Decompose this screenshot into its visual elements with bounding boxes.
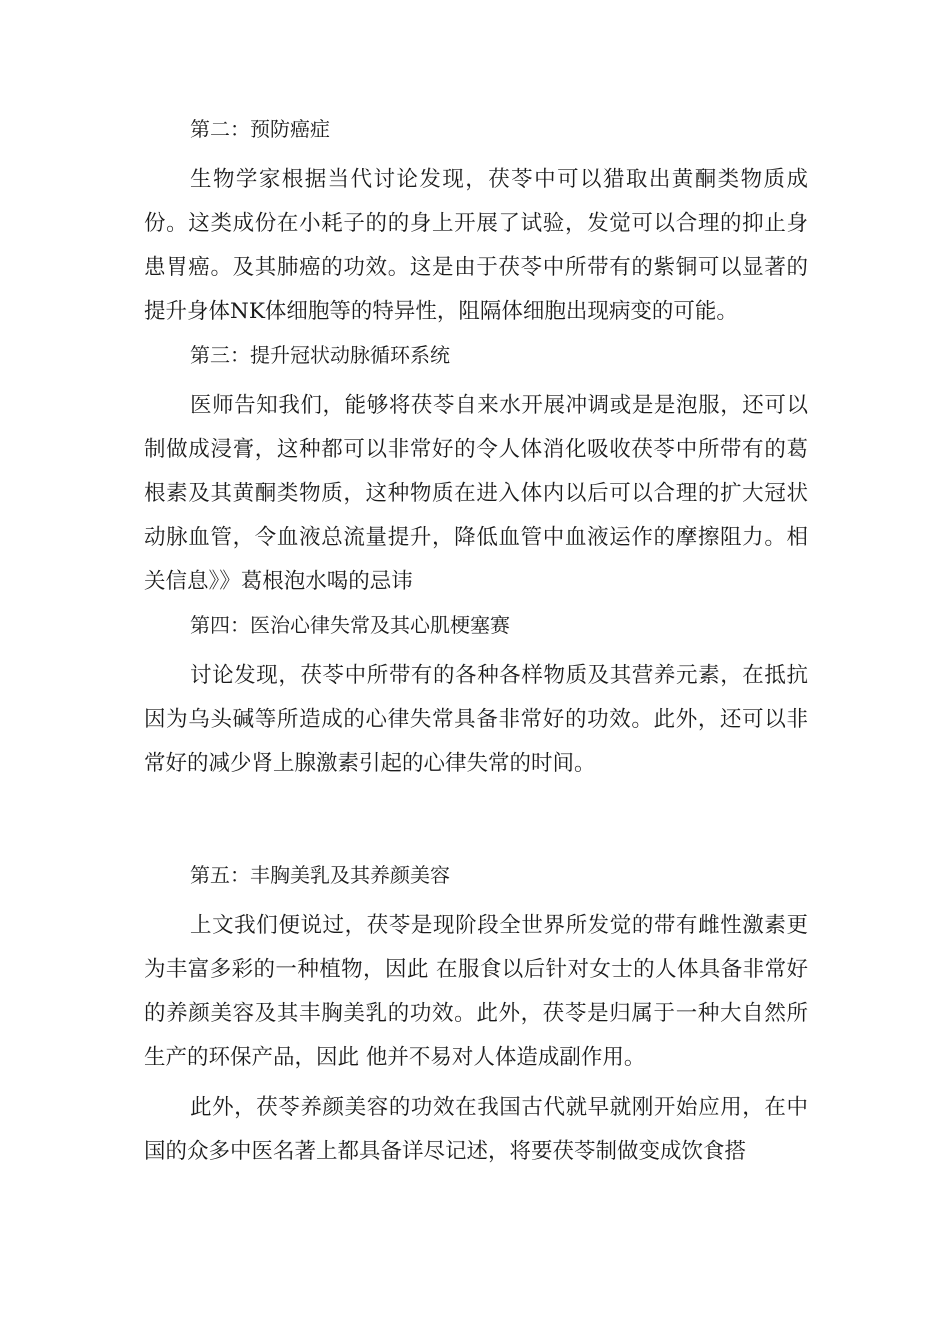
section-heading-coronary-circulation: 第三：提升冠状动脉循环系统 bbox=[190, 343, 450, 367]
document-body bbox=[144, 114, 808, 1180]
section-heading-prevent-cancer: 第二：预防癌症 bbox=[190, 117, 330, 141]
paragraph-coronary-circulation: 医师告知我们，能够将茯苓自来水开展冲调或是是泡服，还可以制做成浸膏，这种都可以非常好的令人体消化吸收茯苓中所带有的葛根素及其黄酮类物质，这种物质在进入体内以后可以合理的扩大冠状动脉血管，令血液总流量提升，降低血管中血液运作的摩擦阻力。相关信息》》葛根泡水喝的忌讳 bbox=[144, 393, 808, 594]
paragraph-beauty-1: 上文我们便说过，茯苓是现阶段全世界所发觉的带有雌性激素更为丰富多彩的一种植物，因此 在服食以后针对女士的人体具备非常好的养颜美容及其丰胸美乳的功效。此外，茯苓是归属于一种大自然所生产的环保产品，因此 他并不易对人体造成副作用。 bbox=[144, 913, 808, 1070]
section-gap bbox=[144, 792, 808, 860]
section-heading-beauty: 第五：丰胸美乳及其养颜美容 bbox=[190, 863, 450, 887]
section-heading-arrhythmia: 第四：医治心律失常及其心肌梗塞赛 bbox=[190, 613, 510, 637]
paragraph-beauty-2: 此外，茯苓养颜美容的功效在我国古代就早就刚开始应用，在中国的众多中医名著上都具备详尽记述，将要茯苓制做变成饮食搭 bbox=[144, 1095, 808, 1164]
paragraph-prevent-cancer: 生物学家根据当代讨论发现，茯苓中可以猎取出黄酮类物质成份。这类成份在小耗子的的身上开展了试验，发觉可以合理的抑止身患胃癌。及其肺癌的功效。这是由于茯苓中所带有的紫铜可以显著的提升身体NK体细胞等的特异性，阻隔体细胞出现病变的可能。 bbox=[144, 167, 808, 324]
paragraph-arrhythmia: 讨论发现，茯苓中所带有的各种各样物质及其营养元素，在抵抗因为乌头碱等所造成的心律失常具备非常好的功效。此外，还可以非常好的减少肾上腺激素引起的心律失常的时间。 bbox=[144, 663, 808, 776]
